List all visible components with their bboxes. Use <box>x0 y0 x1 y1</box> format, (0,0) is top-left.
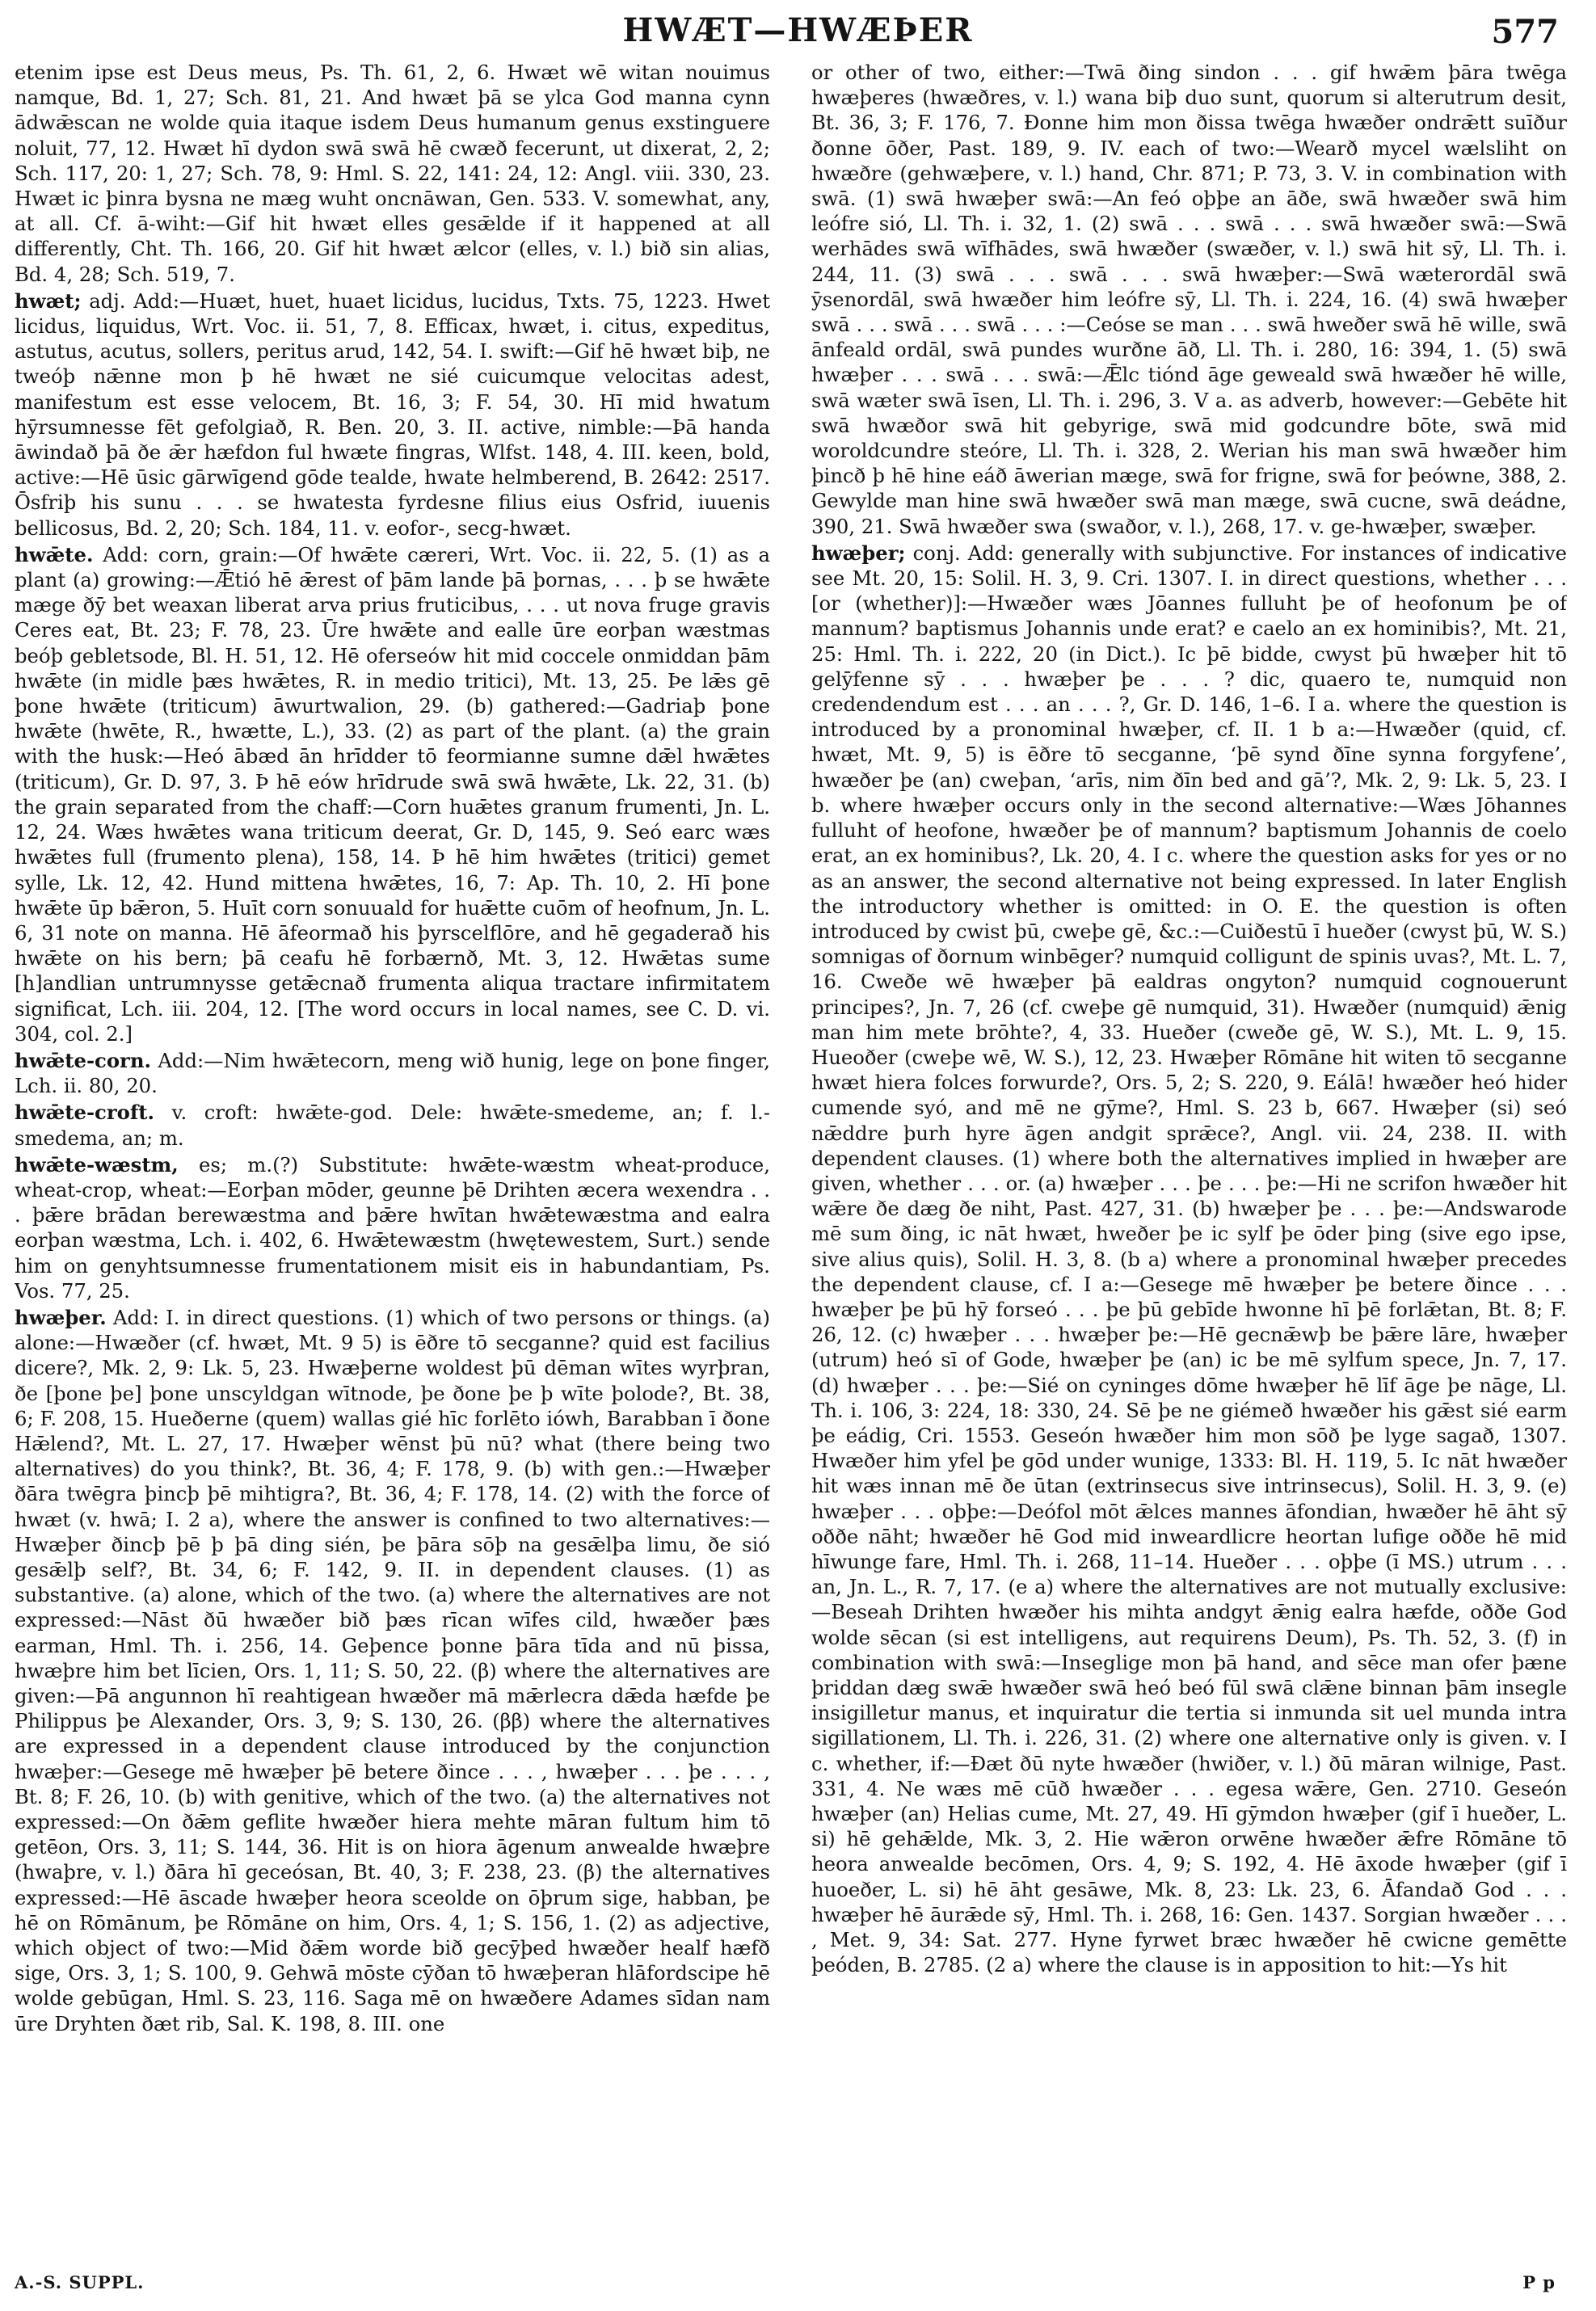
running-title: HWÆT—HWÆÞER <box>622 11 974 49</box>
page-number: 577 <box>1491 13 1559 51</box>
entry-text: es; m.(?) Substitute: hwǣte-wæstm wheat-produce, wheat-crop, wheat:—Eorþan mōder, geunne þē Drihten æcera wexendra . . . þǣre brādan berewæstma and þǣre hwītan hwǣtewæstma and ealra eorþan wæstma, Lch. i. 402, 6. Hwǣtewæstm (hwętewestem, Surt.) sende him on genyhtsumnesse frumentationem misit eis in habundantiam, Ps. Vos. 77, 25. <box>15 1152 770 1303</box>
running-head <box>0 11 1596 50</box>
left-column <box>15 60 770 2258</box>
entry-text: Add:—Nim hwǣtecorn, meng wið hunig, lege on þone finger, Lch. ii. 80, 20. <box>15 1048 770 1098</box>
entry <box>15 288 770 541</box>
entry-text: etenim ipse est Deus meus, Ps. Th. 61, 2, 6. Hwæt wē witan nouimus namque, Bd. 1, 27; Sch. 81, 21. And hwæt þā se ylca God manna cynn ādwǣscan ne wolde quia itaque isdem Deus humanum genus exstinguere noluit, 77, 12. Hwæt hī dydon swā swā hē cwæð fecerunt, ut dixerat, 2, 2; Sch. 117, 20: 1, 27; Sch. 78, 9: Hml. S. 22, 141: 24, 12: Angl. viii. 330, 23. Hwæt ic þinra bysna ne mæg wuht oncnāwan, Gen. 533. V. somewhat, any, at all. Cf. ā-wiht:—Gif hit hwæt elles gesǣlde if it happened at all differently, Cht. Th. 166, 20. Gif hit hwæt ælcor (elles, v. l.) bið sin alias, Bd. 4, 28; Sch. 519, 7. <box>15 61 770 286</box>
entry <box>15 542 770 1046</box>
entry-text: Add: I. in direct questions. (1) which of two persons or things. (a) alone:—Hwæðer (cf. hwæt, Mt. 9 5) is ēðre tō secganne? quid est facilius dicere?, Mk. 2, 9: Lk. 5, 23. Hwæþerne woldest þū dēman wītes wyrþran, ðe [þone þe] þone unscyldgan wītnode, þe ðone þe þ wīte þolode?, Bt. 38, 6; F. 208, 15. Hueðerne (quem) wallas gié hīc forlēto iówh, Barabban ī ðone Hǣlend?, Mt. L. 27, 17. Hwæþer wēnst þū nū? what (there being two alternatives) do you think?, Bt. 36, 4; F. 178, 9. (b) with gen.:—Hwæþer ðāra twēgra þincþ þē mihtigra?, Bt. 36, 4; F. 178, 14. (2) with the force of hwæt (v. hwā; I. 2 a), where the answer is confined to two alternatives:—Hwæþer ðincþ þē þ þā ding sién, þe þāra sōþ na gesǣlþa limu, ðe sió gesǣlþ self?, Bt. 34, 6; F. 142, 9. II. in dependent clauses. (1) as substantive. (a) alone, which of the two. (a) where the alternatives are not expressed:—Nāst ðū hwæðer bið þæs rīcan wīfes cild, hwæðer þæs earman, Hml. Th. i. 256, 14. Geþence þonne þāra tīda and nū þissa, hwæþre him bet līcien, Ors. 1, 11; S. 50, 22. (β) where the alternatives are given:—Þā angunnon hī reahtigean hwæðer mā mǣrlecra dǣda hæfde þe Philippus þe Alexander, Ors. 3, 9; S. 130, 26. (ββ) where the alternatives are expressed in a dependent clause introduced by the conjunction hwæþer:—Gesege mē hwæþer þē betere ðince . . . , hwæþer . . . þe . . . , Bt. 8; F. 26, 10. (b) with genitive, which of the two. (a) the alternatives not expressed:—On ðǣm geflite hwæðer hiera mehte māran fultum him tō getēon, Ors. 3, 11; S. 144, 36. Hit is on hiora āgenum anwealde hwæþre (hwaþre, v. l.) ðāra hī geceósan, Bt. 40, 3; F. 238, 23. (β) the alternatives expressed:—Hē āscade hwæþer heora sceolde on ōþrum sige, habban, þe hē on Rōmānum, þe Rōmāne on him, Ors. 4, 1; S. 156, 1. (2) as adjective, which object of two:—Mid ðǣm worde bið gecȳþed hwæðer healf hæfð sige, Ors. 3, 1; S. 100, 9. Gehwā mōste cȳðan tō hwæþeran hlāfordscipe hē wolde gebūgan, Hml. S. 23, 116. Saga mē on hwæðere Adames sīdan nam ūre Dryhten ðæt rib, Sal. K. 198, 8. III. one <box>15 1305 770 2035</box>
entry-text: v. croft: hwǣte-god. Dele: hwǣte-smedeme, an; f. l.-smedema, an; m. <box>15 1101 770 1150</box>
headword: hwǣte-wæstm, <box>15 1152 179 1177</box>
gathering-mark: P p <box>1522 2272 1556 2292</box>
headword: hwæþer. <box>15 1305 107 1329</box>
entry <box>15 60 770 287</box>
headword: hwǣte-corn. <box>15 1048 151 1072</box>
entry <box>15 1305 770 2036</box>
headword: hwǣte-croft. <box>15 1101 154 1125</box>
entry <box>15 1152 770 1303</box>
entry-text: Add: corn, grain:—Of hwǣte cæreri, Wrt. Voc. ii. 22, 5. (1) as a plant (a) growing:—Ǣtió hē ǣrest of þām lande þā þornas, . . . þ se hwǣte mæge ðȳ bet weaxan liberat arva prius fruticibus, . . . ut nova fruge gravis Ceres eat, Bt. 23; F. 78, 23. Ūre hwǣte and ealle ūre eorþan wæstmas beóþ gebletsode, Bl. H. 51, 12. Hē oferseów hit mid coccele onmiddan þām hwǣte (in midle þæs hwǣtes, R. in medio tritici), Mt. 13, 25. Þe lǣs gē þone hwǣte (triticum) āwurtwalion, 29. (b) gathered:—Gadriaþ þone hwǣte (hwēte, R., hwætte, L.), 33. (2) as part of the plant. (a) the grain with the husk:—Heó ābæd ān hrīdder tō feormianne sumne dǣl hwǣtes (triticum), Gr. D. 97, 3. Þ hē eów hrīdrude swā swā hwǣte, Lk. 22, 31. (b) the grain separated from the chaff:—Corn huǣtes granum frumenti, Jn. L. 12, 24. Wæs hwǣtes wana triticum deerat, Gr. D, 145, 9. Seó earc wæs hwǣtes full (frumento plena), 158, 14. Þ hē him hwǣtes (tritici) gemet sylle, Lk. 12, 42. Hund mittena hwǣtes, 16, 7: Ap. Th. 10, 2. Hī þone hwǣte ūp bǣron, 5. Huīt corn sonuuald for huǣtte cuōm of heofnum, Jn. L. 6, 31 note on manna. Hē āfeormað his þyrscelflōre, and hē gegaderað his hwǣte on his bern; þā ceafu hē forbærnð, Mt. 3, 12. Hwǣtas sume [h]andlian untrumnysse getǣcnað frumenta aliqua tractare infirmitatem significat, Lch. iii. 204, 12. [The word occurs in local names, see C. D. vi. 304, col. 2.] <box>15 542 770 1046</box>
entry-text: or other of two, either:—Twā ðing sindon . . . gif hwǣm þāra twēga hwæþeres (hwæðres, v. l.) wana biþ duo sunt, quorum si alterutrum desit, Bt. 36, 3; F. 176, 7. Ðonne him mon ðissa twēga hwæðer ondrǣtt suīður ðonne ōðer, Past. 189, 9. IV. each of two:—Wearð mycel wælsliht on hwæðre (gehwæþere, v. l.) hand, Chr. 871; P. 73, 3. V. in combination with swā. (1) swā hwæþer swā:—An feó oþþe an āðe, swā hwæðer swā him leófre sió, Ll. Th. i. 32, 1. (2) swā . . . swā . . . swā hwæðer swā:—Swā werhādes swā wīfhādes, swā hwæðer (swæðer, v. l.) swā hit sȳ, Ll. Th. i. 244, 11. (3) swā . . . swā . . . swā hwæþer:—Swā wæterordāl swā ȳsenordāl, swā hwæðer him leófre sȳ, Ll. Th. i. 224, 16. (4) swā hwæþer swā . . . swā . . . swā . . . :—Ceóse se man . . . swā hweðer swā hē wille, swā ānfeald ordāl, swā pundes wurðne āð, Ll. Th. i. 280, 16: 394, 1. (5) swā hwæþer . . . swā . . . swā:—Ǣlc tiónd āge geweald swā hwæðer hē wille, swā wæter swā īsen, Ll. Th. i. 296, 3. V a. as adverb, however:—Gebēte hit swā hwæðor swā hit gebyrige, swā mid godcundre bōte, swā mid woroldcundre steóre, Ll. Th. i. 328, 2. Werian his man swā hwæðer him þincð þ hē hine eáð āwerian mæge, swā for frigne, swā for þeówne, 388, 2. Gewylde man hine swā hwæðer swā man mæge, swā cucne, swā deádne, 390, 21. Swā hwæðer swa (swaðor, v. l.), 268, 17. v. ge-hwæþer, swæþer. <box>811 61 1567 538</box>
headword: hwæþer; <box>811 541 906 565</box>
entry-text: conj. Add: generally with subjunctive. For instances of indicative see Mt. 20, 15: Solil. H. 3, 9. Cri. 1307. I. in direct questions, whether . . . [or (whether)]:—Hwæðer wæs Jōannes fulluht þe of heofonum þe of mannum? baptismus Johannis unde erat? e caelo an ex hominibis?, Mt. 21, 25: Hml. Th. i. 222, 20 (in Dict.). Ic þē bidde, cwyst þū hwæþer hit tō gelȳfenne sȳ . . . hwæþer þe . . . ? dic, quaero te, numquid non credendendum est . . . an . . . ?, Gr. D. 146, 1–6. I a. where the question is introduced by a pronominal hwæþer, cf. II. 1 b a:—Hwæðer (quid, cf. hwæt, Mt. 9, 5) is ēðre tō secganne, ‘þē synd ðīne synna forgyfene’, hwæðer þe (an) cweþan, ‘arīs, nim ðīn bed and gā’?, Mk. 2, 9: Lk. 5, 23. I b. where hwæþer occurs only in the second alternative:—Wæs Jōhannes fulluht of heofone, hwæðer þe of mannum? baptismum Johannis de coelo erat, an ex hominibus?, Lk. 20, 4. I c. where the question asks for yes or no as an answer, the second alternative not being expressed. In later English the introductory whether is omitted: in O. E. the question is often introduced by cwist þū, cweþe gē, &c.:—Cuiðestū ī hueðer (cwyst þū, W. S.) somnigas of ðornum winbēger? numquid colligunt de spinis uvas?, Mt. L. 7, 16. Cweðe wē hwæþer þā ealdras ongyton? numquid cognouerunt principes?, Jn. 7, 26 (cf. cweþe gē numquid, 31). Hwæðer (numquid) ǣnig man him mete brōhte?, 4, 33. Hueðer (cweðe gē, W. S.), Mt. L. 9, 15. Hueoðer (cweþe wē, W. S.), 12, 23. Hwæþer Rōmāne hit witen tō secganne hwæt hiera folces forwurde?, Ors. 5, 2; S. 220, 9. Eálā! hwæðer heó hider cumende syó, and mē ne gȳme?, Hml. S. 23 b, 667. Hwæþer (si) seó nǣddre þurh hyre āgen andgit sprǣce?, Angl. vii. 24, 238. II. with dependent clauses. (1) where both the alternatives implied in hwæþer are given, whether . . . or. (a) hwæþer . . . þe . . . þe:—Hi ne scrifon hwæðer hit wǣre ðe dæg ðe niht, Past. 427, 31. (b) hwæþer þe . . . þe:—Andswarode mē sum ðing, ic nāt hwæt, hweðer þe ic sylf þe ōder þing (sive ego ipse, sive alius quis), Solil. H. 3, 8. (b a) where a pronominal hwæþer precedes the dependent clause, cf. I a:—Gesege mē hwæþer þe betere ðince . . . hwæþer þe þū hȳ forseó . . . þe þū gebīde hwonne hī þē forlǣtan, Bt. 8; F. 26, 12. (c) hwæþer . . . hwæþer þe:—Hē gecnǣwþ be þǣre lāre, hwæþer (utrum) heó sī of Gode, hwæþer þe (an) ic be mē sylfum spece, Jn. 7, 17. (d) hwæþer . . . þe:—Sié on cyninges dōme hwæþer hē līf āge þe nāge, Ll. Th. i. 106, 3: 224, 18: 330, 24. Sē þe ne giémeð hwæðer his gǣst sié earm þe eádig, Cri. 1553. Geseón hwæðer him mon sōð þe lyge sagað, 1307. Hwæðer him yfel þe gōd under wunige, 1333: Bl. H. 119, 5. Ic nāt hwæðer hit wæs innan mē ðe ūtan (extrinsecus sive intrinsecus), Solil. H. 3, 9. (e) hwæþer . . . oþþe:—Deófol mōt ǣlces mannes āfondian, hwæðer hē āht sȳ oððe nāht; hwæðer hē God mid inweardlicre heortan lufige oððe hē mid hīwunge fare, Hml. Th. i. 268, 11–14. Hueðer . . . oþþe (ī MS.) utrum . . . an, Jn. L., R. 7, 17. (e a) where the alternatives are not mutually exclusive:—Beseah Drihten hwæðer his mihta andgyt ǣnig ealra hæfde, oððe God wolde sēcan (si est intelligens, aut requirens Deum), Ps. Th. 52, 3. (f) in combination with swā:—Inseglige mon þā hand, and sēce man ofer þæne þriddan dæg swǣ hwæðer swā heó beó fūl swā clǣne binnan þām insegle insigilletur manus, et inquiratur die tertia si inmunda sit uel munda intra sigillationem, Ll. Th. i. 226, 31. (2) where one alternative only is given. v. I c. whether, if:—Ðæt ðū nyte hwæðer (hwiðer, v. l.) ðū māran wilnige, Past. 331, 4. Ne wæs mē cūð hwæðer . . . egesa wǣre, Gen. 2710. Geseón hwæþer (an) Helias cume, Mt. 27, 49. Hī gȳmdon hwæþer (gif ī hueðer, L. si) hē gehǣlde, Mk. 3, 2. Hie wǣron orwēne hwæðer ǣfre Rōmāne tō heora anwealde becōmen, Ors. 4, 9; S. 192, 4. Hē āxode hwæþer (gif ī huoeðer, L. si) hē āht gesāwe, Mk. 8, 23: Lk. 23, 6. Āfandað God . . . hwæþer hē āurǣde sȳ, Hml. Th. i. 268, 16: Gen. 1437. Sorgian hwæðer . . . , Met. 9, 34: Sat. 277. Hyne fyrwet bræc hwæðer hē cwicne gemētte þeóden, B. 2785. (2 a) where the clause is in apposition to hit:—Ys hit <box>811 541 1567 1977</box>
entry <box>811 541 1567 1978</box>
headword: hwæt; <box>15 288 82 313</box>
signature-mark: A.-S. SUPPL. <box>15 2272 145 2292</box>
headword: hwǣte. <box>15 542 94 566</box>
entry <box>15 1100 770 1150</box>
page-footer <box>0 2272 1596 2300</box>
right-column <box>811 60 1567 2258</box>
entry-text: adj. Add:—Huæt, huet, huaet licidus, lucidus, Txts. 75, 1223. Hwet licidus, liquidus, Wrt. Voc. ii. 51, 7, 8. Efficax, hwæt, i. citus, expeditus, astutus, acutus, sollers, peritus arud, 142, 54. I. swift:—Gif hē hwæt biþ, ne tweóþ nǣnne mon þ hē hwæt ne sié cuicumque velocitas adest, manifestum est esse velocem, Bt. 16, 3; F. 54, 30. Hī mid hwatum hȳrsumnesse fēt gefolgiað, R. Ben. 20, 3. II. active, nimble:—Þā handa āwindað þā ðe ǣr hæfdon ful hwæte fingras, Wlfst. 148, 4. III. keen, bold, active:—Hē ūsic gārwīgend gōde tealde, hwate helmberend, B. 2642: 2517. Ōsfriþ his sunu . . . se hwatesta fyrdesne filius eius Osfrid, iuuenis bellicosus, Bd. 2, 20; Sch. 184, 11. v. eofor-, secg-hwæt. <box>15 288 770 540</box>
entry <box>811 60 1567 539</box>
entry <box>15 1048 770 1098</box>
